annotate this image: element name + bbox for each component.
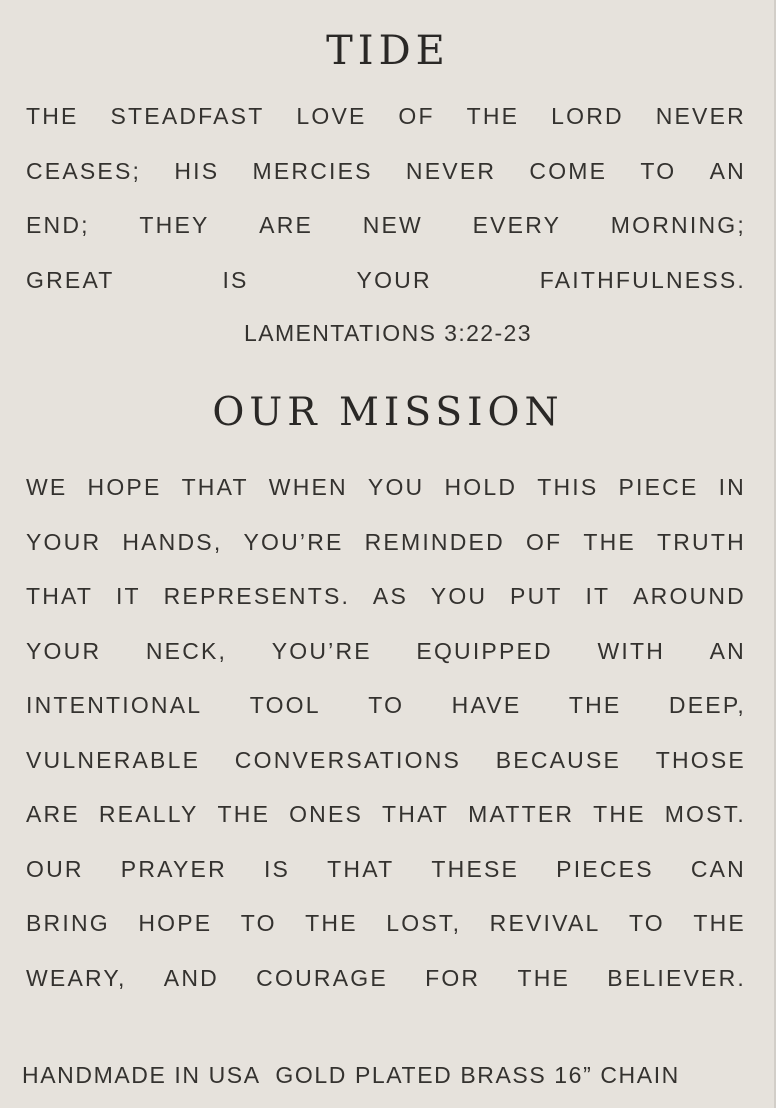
word: CEASES; bbox=[26, 157, 142, 184]
word: THAT bbox=[26, 583, 94, 609]
word: WITH bbox=[597, 637, 666, 664]
mission-heading: OUR MISSION bbox=[212, 390, 564, 435]
text-line bbox=[26, 581, 746, 611]
word: BRING bbox=[26, 910, 110, 936]
word: WHEN bbox=[268, 474, 348, 500]
word: THAT bbox=[327, 855, 395, 882]
word: NEVER bbox=[405, 157, 497, 184]
word: THAT bbox=[382, 801, 450, 827]
word: AN bbox=[709, 637, 746, 664]
word: YOU bbox=[430, 583, 488, 609]
word: VULNERABLE bbox=[26, 746, 201, 773]
text-line bbox=[26, 854, 746, 884]
word: IS bbox=[222, 266, 249, 293]
word: PIECE bbox=[618, 474, 699, 500]
word: REMINDED bbox=[364, 528, 505, 555]
word: FAITHFULNESS. bbox=[539, 266, 746, 293]
word: THE bbox=[466, 103, 520, 129]
word: YOUR bbox=[26, 528, 102, 555]
word: NECK, bbox=[145, 637, 228, 664]
word: YOU bbox=[367, 474, 425, 500]
word: YOU’RE bbox=[271, 637, 372, 664]
word: TO bbox=[628, 910, 665, 936]
word: CONVERSATIONS bbox=[234, 746, 462, 773]
text-line bbox=[26, 101, 746, 131]
word: REALLY bbox=[98, 801, 199, 827]
word: IT bbox=[585, 583, 611, 609]
word: THE bbox=[26, 103, 79, 129]
word: INTENTIONAL bbox=[26, 692, 203, 718]
word: PUT bbox=[510, 583, 563, 609]
text-line bbox=[26, 799, 746, 829]
word: YOUR bbox=[26, 637, 102, 664]
word: MERCIES bbox=[252, 157, 373, 184]
word: ARE bbox=[26, 801, 80, 827]
verse-reference: LAMENTATIONS 3:22-23 bbox=[244, 320, 532, 346]
word: HANDS, bbox=[122, 528, 223, 555]
word: NEVER bbox=[655, 103, 746, 129]
word: AN bbox=[709, 157, 746, 184]
word: HOLD bbox=[444, 474, 518, 500]
word: ONES bbox=[289, 801, 364, 827]
product-details-footer: HANDMADE IN USA GOLD PLATED BRASS 16” CHAIN bbox=[22, 1062, 680, 1088]
word: TO bbox=[240, 910, 277, 936]
word: REVIVAL bbox=[489, 910, 601, 936]
word: TRUTH bbox=[657, 528, 746, 555]
word: MATTER bbox=[468, 801, 575, 827]
tide-heading: TIDE bbox=[326, 28, 450, 74]
word: MORNING; bbox=[610, 212, 746, 238]
word: THE bbox=[217, 801, 271, 827]
word: ARE bbox=[259, 212, 314, 238]
word: BELIEVER. bbox=[607, 964, 746, 991]
word: COURAGE bbox=[256, 964, 388, 991]
word: LOVE bbox=[296, 103, 367, 129]
word: THE bbox=[593, 801, 646, 827]
text-line bbox=[26, 636, 746, 666]
word: LORD bbox=[551, 103, 624, 129]
word: THE bbox=[517, 964, 571, 991]
word: THESE bbox=[431, 855, 520, 882]
word: OF bbox=[398, 103, 435, 129]
word: WE bbox=[26, 474, 68, 500]
word: THE bbox=[583, 528, 636, 555]
word: STEADFAST bbox=[110, 103, 265, 129]
text-line bbox=[26, 265, 746, 295]
word: GREAT bbox=[26, 266, 115, 293]
word: HAVE bbox=[451, 692, 522, 718]
word: NEW bbox=[362, 212, 423, 238]
word: OF bbox=[525, 528, 563, 555]
text-line bbox=[26, 472, 746, 502]
word: IN bbox=[718, 474, 746, 500]
text-line bbox=[26, 527, 746, 557]
word: AND bbox=[163, 964, 219, 991]
word: HOPE bbox=[87, 474, 162, 500]
word: AS bbox=[372, 583, 408, 609]
text-line bbox=[26, 745, 746, 775]
word: FOR bbox=[425, 964, 481, 991]
word: EQUIPPED bbox=[416, 637, 553, 664]
text-line bbox=[26, 210, 746, 240]
word: REPRESENTS. bbox=[163, 583, 351, 609]
word: THE bbox=[568, 692, 622, 718]
word: TO bbox=[368, 692, 405, 718]
word: HIS bbox=[174, 157, 220, 184]
word: DEEP, bbox=[668, 692, 746, 718]
word: THIS bbox=[537, 474, 599, 500]
word: THE bbox=[693, 910, 746, 936]
word: IS bbox=[263, 855, 291, 882]
word: TO bbox=[640, 157, 677, 184]
text-line bbox=[26, 156, 746, 186]
word: PRAYER bbox=[120, 855, 227, 882]
word: BECAUSE bbox=[495, 746, 622, 773]
word: HOPE bbox=[138, 910, 213, 936]
word: MOST. bbox=[664, 801, 746, 827]
word: TOOL bbox=[249, 692, 321, 718]
word: THOSE bbox=[655, 746, 746, 773]
word: THAT bbox=[181, 474, 249, 500]
word: AROUND bbox=[633, 583, 746, 609]
word: THEY bbox=[139, 212, 210, 238]
word: YOUR bbox=[356, 266, 432, 293]
text-line bbox=[26, 690, 746, 720]
word: COME bbox=[529, 157, 608, 184]
word: OUR bbox=[26, 855, 84, 882]
word: LOST, bbox=[386, 910, 462, 936]
word: PIECES bbox=[556, 855, 654, 882]
word: YOU’RE bbox=[243, 528, 344, 555]
word: CAN bbox=[690, 855, 746, 882]
text-line bbox=[26, 963, 746, 993]
word: WEARY, bbox=[26, 964, 127, 991]
word: IT bbox=[115, 583, 141, 609]
word: THE bbox=[305, 910, 358, 936]
word: END; bbox=[26, 212, 90, 238]
text-line bbox=[26, 908, 746, 938]
word: EVERY bbox=[472, 212, 562, 238]
